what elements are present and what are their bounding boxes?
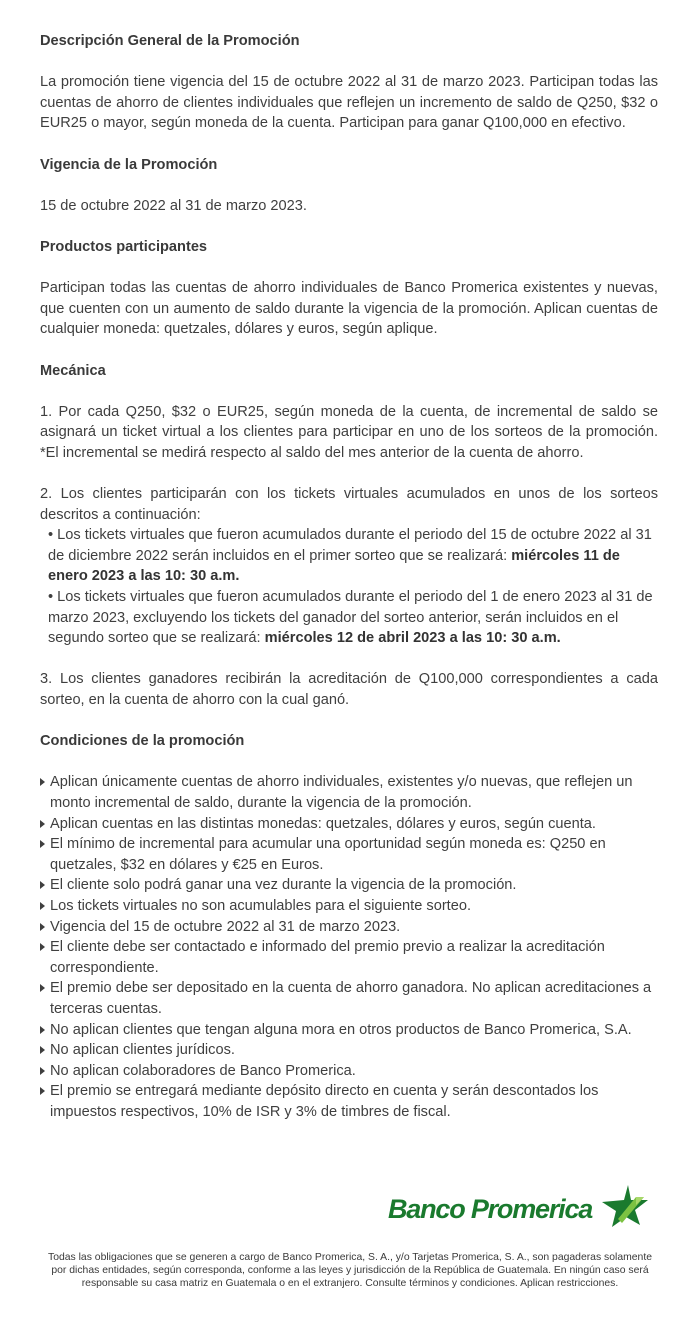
section-title-mecanica: Mecánica [40,362,106,379]
draw-item [48,525,658,587]
caret-right-icon [40,1087,45,1095]
condition-item [40,937,658,978]
banco-promerica-logo [388,1184,663,1230]
caret-right-icon [40,820,45,828]
condition-item [40,978,658,1019]
terms-document [40,31,658,1122]
draw-list [40,525,658,649]
condition-text: Los tickets virtuales no son acumulables para el siguiente sorteo. [50,897,472,914]
mecanica-step-1: 1. Por cada Q250, $32 o EUR25, según moneda de la cuenta, de incremental de saldo se asignará un ticket virtual a los clientes para participar en uno de los sorteos de la promoción. *El incremental se medirá respecto al saldo del mes anterior de la cuenta de ahorro. [40,403,658,461]
condition-item [40,1081,658,1122]
conditions-list [40,772,658,1122]
caret-right-icon [40,778,45,786]
condition-text: El cliente debe ser contactado e informado del premio previo a realizar la acreditación correspondiente. [50,939,605,976]
condition-text: No aplican clientes jurídicos. [50,1042,235,1059]
caret-right-icon [40,1026,45,1034]
logo-wordmark: Banco Promerica [388,1194,593,1224]
draw-description: • Los tickets virtuales que fueron acumulados durante el periodo del 15 de octubre 2022 al 31 de diciembre 2022 serán incluidos en el primer sorteo que se realizará: [48,527,652,564]
condition-text: El cliente solo podrá ganar una vez durante la vigencia de la promoción. [50,877,517,894]
caret-right-icon [40,923,45,931]
condition-text: Aplican cuentas en las distintas monedas: quetzales, dólares y euros, según cuenta. [50,815,596,832]
condition-item [40,1040,658,1061]
draw-description: • Los tickets virtuales que fueron acumulados durante el periodo del 1 de enero 2023 al 31 de marzo 2023, excluyendo los tickets del ganador del sorteo anterior, serán incluidos en el segundo sorteo que se realizará: [48,589,653,647]
draw-item [48,587,658,649]
draw-date: miércoles 11 de enero 2023 a las 10: 30 a.m. [48,547,620,585]
condition-item [40,834,658,875]
section-title-vigencia: Vigencia de la Promoción [40,156,218,173]
legal-disclaimer: Todas las obligaciones que se generen a cargo de Banco Promerica, S. A., y/o Tarjetas Promerica, S. A., son pagaderas solamente por dichas entidades, según corresponda, conforme a las leyes y jurisdicción de la República de Guatemala. En ningún caso será responsable su casa matriz en Guatemala o en el extranjero. Consulte términos y condiciones. Aplican restricciones. [48,1252,652,1289]
caret-right-icon [40,881,45,889]
section-title-productos: Productos participantes [40,238,208,255]
condition-text: El premio se entregará mediante depósito directo en cuenta y serán descontados los impuestos respectivos, 10% de ISR y 3% de timbres de fiscal. [50,1083,599,1120]
condition-text: No aplican colaboradores de Banco Promerica. [50,1062,356,1079]
condition-text: El premio debe ser depositado en la cuenta de ahorro ganadora. No aplican acreditaciones a terceras cuentas. [50,980,652,1017]
caret-right-icon [40,902,45,910]
caret-right-icon [40,1046,45,1054]
condition-item [40,896,658,917]
condition-item [40,1020,658,1041]
vigencia-body: 15 de octubre 2022 al 31 de marzo 2023. [40,197,307,214]
caret-right-icon [40,984,45,992]
condition-item [40,1061,658,1082]
condition-item [40,814,658,835]
mecanica-step-3: 3. Los clientes ganadores recibirán la acreditación de Q100,000 correspondientes a cada sorteo, en la cuenta de ahorro con la cual ganó. [40,671,658,708]
condition-text: Vigencia del 15 de octubre 2022 al 31 de marzo 2023. [50,918,401,935]
descripcion-body: La promoción tiene vigencia del 15 de octubre 2022 al 31 de marzo 2023. Participan todas las cuentas de ahorro de clientes individuales que reflejen un incremento de saldo de Q250, $32 o EUR25 o mayor, según moneda de la cuenta. Participan para ganar Q100,000 en efectivo. [40,74,658,132]
caret-right-icon [40,840,45,848]
condition-item [40,772,658,813]
condition-text: No aplican clientes que tengan alguna mora en otros productos de Banco Promerica, S.A. [50,1021,632,1038]
condition-item [40,875,658,896]
draw-date: miércoles 12 de abril 2023 a las 10: 30 a.m. [264,630,561,647]
condition-text: Aplican únicamente cuentas de ahorro individuales, existentes y/o nuevas, que reflejen un monto incremental de saldo, durante la vigencia de la promoción. [50,774,633,811]
star-icon [598,1183,648,1229]
condition-text: El mínimo de incremental para acumular una oportunidad según moneda es: Q250 en quetzales, $32 en dólares y €25 en Euros. [50,836,606,873]
section-title-condiciones: Condiciones de la promoción [40,733,245,750]
caret-right-icon [40,943,45,951]
caret-right-icon [40,1067,45,1075]
mecanica-step-2: 2. Los clientes participarán con los tickets virtuales acumulados en unos de los sorteos descritos a continuación: [40,486,658,523]
section-title-descripcion: Descripción General de la Promoción [40,33,300,49]
productos-body: Participan todas las cuentas de ahorro individuales de Banco Promerica existentes y nuevas, que cuenten con un aumento de saldo durante la vigencia de la promoción. Aplican cuentas de cualquier moneda: quetzales, dólares y euros, según aplique. [40,280,658,338]
condition-item [40,917,658,938]
